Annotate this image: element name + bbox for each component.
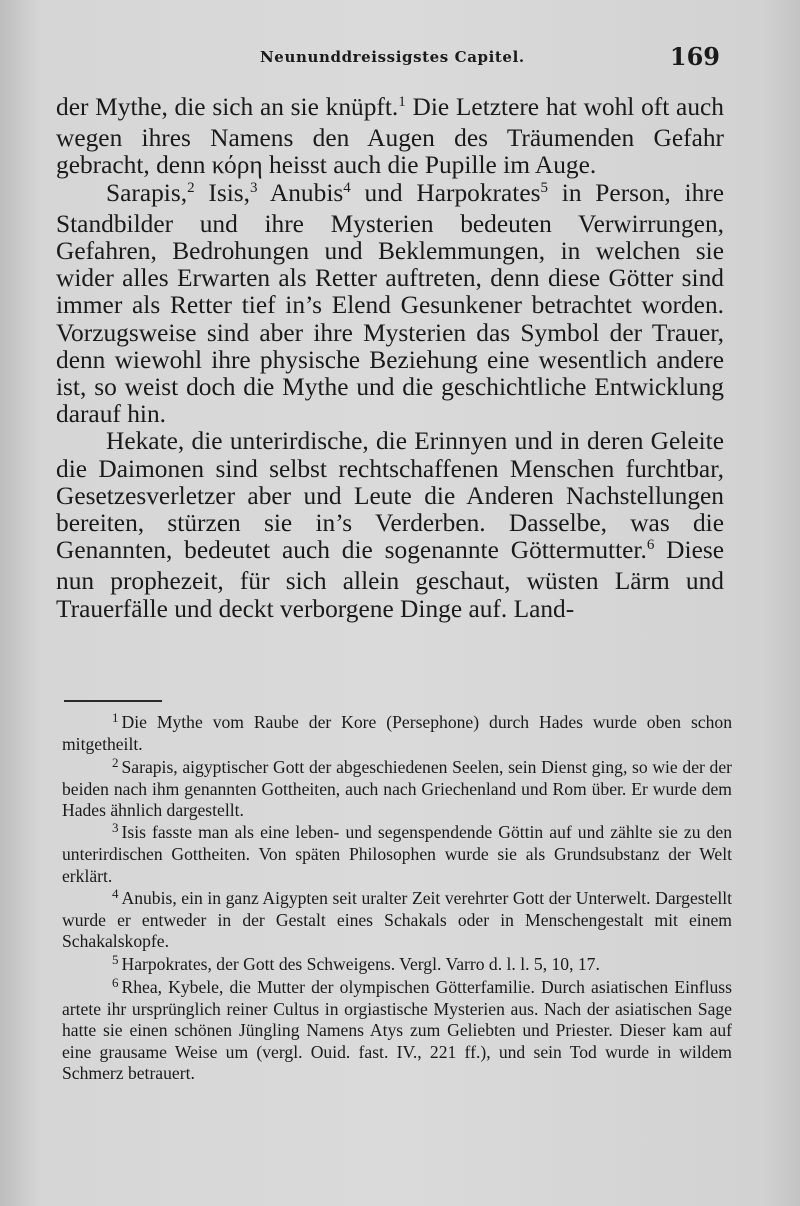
footnote-reference: 2 [187, 179, 195, 196]
main-text [56, 94, 724, 623]
footnote-text: Anubis, ein in ganz Aigypten seit uralter Zeit verehrter Gott der Unterwelt. Dargestellt wurde er entweder in der Gestalt eines Schakals oder in Menschengestalt mit einem Schakalskopfe. [62, 887, 732, 952]
footnote-text: Sarapis, aigyptischer Gott der abgeschiedenen Seelen, sein Dienst ging, so wie der der beiden nach ihm genannten Gottheiten, auch nach Griechenland und Rom über. Er wurde dem Hades ähnlich dargestellt. [62, 756, 732, 820]
footnote-5 [62, 951, 732, 976]
paragraph-1 [56, 94, 724, 180]
footnote-text: Harpokrates, der Gott des Schweigens. Vergl. Varro d. l. l. 5, 10, 17. [121, 953, 600, 974]
footnote-reference: 4 [343, 179, 351, 196]
paragraph-text: der Mythe, die sich an sie knüpft. [56, 93, 399, 121]
page-header [60, 40, 720, 74]
footnote-reference: 1 [398, 94, 406, 110]
paragraph-text: Diese nun prophezeit, für sich allein geschaut, wüsten Lärm und Trauerfälle und deckt verborgene Dinge auf. Land- [56, 536, 724, 623]
page-number: 169 [669, 42, 720, 71]
footnote-reference: 6 [646, 537, 655, 554]
paragraph-text: Anubis [257, 178, 344, 207]
footnote-text: Die Mythe vom Raube der Kore (Persephone) durch Hades wurde oben schon mitgetheilt. [62, 712, 732, 755]
running-title: Neununddreissigstes Capitel. [260, 48, 525, 66]
paragraph-text: Hekate, die unterirdische, die Erinnyen und in deren Geleite die Daimonen sind selbst rechtschaffenen Menschen furchtbar, Gesetzesverletzer aber und Leute die Anderen Nachstellungen bereiten, stürzen sie in’s Verderben. Dasselbe, was die Genannten, bedeutet auch die sogenannte Göttermutter. [56, 427, 724, 565]
footnote-text: Isis fasste man als eine leben- und segenspendende Göttin auf und zählte sie zu den unterirdischen Gottheiten. Von späten Philosophen wurde sie als Grundsubstanz der Welt erklärt. [62, 822, 732, 886]
footnote-4 [62, 885, 732, 953]
paragraph-text: Die Letztere hat wohl oft auch wegen ihres Namens den Augen des Träumenden Gefahr gebracht, denn κόρη heisst auch die Pupille im Auge. [56, 93, 724, 180]
footnote-6 [62, 974, 732, 1084]
footnote-mark: 4 [112, 885, 119, 901]
footnote-mark: 6 [112, 974, 119, 990]
footnote-mark: 3 [112, 820, 119, 836]
footnote-separator [64, 700, 162, 702]
footnote-mark: 2 [112, 754, 119, 770]
footnote-1 [62, 712, 732, 755]
footnote-3 [62, 822, 732, 887]
footnotes [62, 712, 732, 1085]
paragraph-3 [56, 428, 724, 622]
footnote-text: Rhea, Kybele, die Mutter der olympischen Götterfamilie. Durch asiatischen Einfluss artete ihr ursprünglich reiner Cultus in orgiastische Mysterien aus. Nach der asiatischen Sage hatte sie einen schönen Jüngling Namens Atys zum Geliebten und Priester. Dieser kam auf eine grausame Weise um (vergl. Ouid. fast. IV., 221 ff.), und sein Tod wurde in wildem Schmerz betrauert. [62, 976, 732, 1083]
footnote-mark: 5 [112, 951, 119, 967]
footnote-2 [62, 754, 732, 822]
footnote-reference: 3 [250, 179, 258, 196]
paragraph-2 [56, 180, 724, 429]
paragraph-text: und Harpokrates [350, 178, 541, 207]
footnote-mark: 1 [112, 710, 119, 725]
paragraph-text: Sarapis, [106, 178, 188, 207]
paragraph-text: Isis, [194, 178, 251, 207]
footnote-reference: 5 [540, 179, 548, 196]
paragraph-text: in Person, ihre Standbilder und ihre Mysterien bedeuten Verwirrungen, Gefahren, Bedrohungen und Beklemmungen, in welchen sie wider alles Erwarten als Retter auftreten, denn diese Götter sind immer als Retter tief in’s Elend Gesunkener betrachtet worden. Vorzugsweise sind aber ihre Mysterien das Symbol der Trauer, denn wiewohl ihre physische Beziehung eine wesentlich andere ist, so weist doch die Mythe und die geschichtliche Entwicklung darauf hin. [56, 178, 725, 429]
